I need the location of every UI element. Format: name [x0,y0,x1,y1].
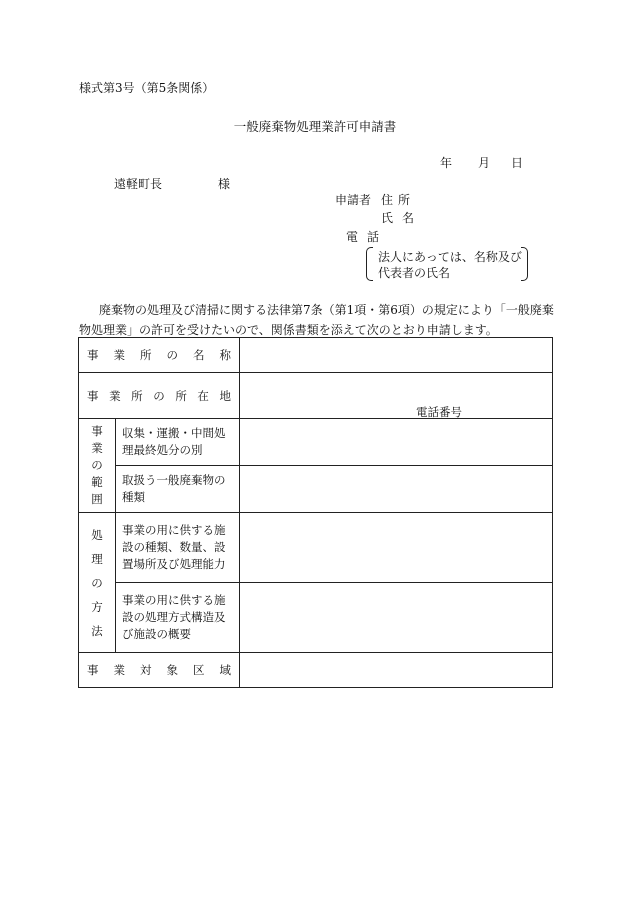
date-month-label: 月 [478,156,491,170]
table-row-method-1 [79,513,553,583]
table-row-target-area [79,653,553,688]
address-label: 住所 [381,193,416,207]
name-label: 氏名 [381,211,424,225]
target-area-field[interactable] [240,653,553,688]
method-row2-field[interactable] [240,583,553,653]
scope-label [79,419,116,513]
date-day-label: 日 [511,156,524,170]
table-row-office-location [79,373,553,419]
method-label-text: 処理の方法 [91,527,103,638]
table-row-scope-2 [79,466,553,513]
scope-row1-label: 収集・運搬・中間処理最終処分の別 [116,419,240,466]
method-label [79,513,116,653]
application-form-table [78,337,553,688]
scope-row2-label: 取扱う一般廃棄物の種類 [116,466,240,513]
method-row1-label: 事業の用に供する施設の種類、数量、設置場所及び処理能力 [116,513,240,583]
table-row-method-2 [79,583,553,653]
corporation-note [366,247,528,281]
form-number: 様式第3号（第5条関係） [79,81,215,95]
scope-row2-field[interactable] [240,466,553,513]
application-statement: 廃棄物の処理及び清掃に関する法律第7条（第1項・第6項）の規定により「一般廃棄物処理業」の許可を受けたいので、関係書類を添えて次のとおり申請します。 [79,303,554,337]
phone-label: 電話 [346,230,389,244]
table-row-office-name [79,338,553,373]
applicant-label: 申請者 [335,193,372,207]
corporation-note-line2: 代表者の氏名 [378,266,451,280]
office-name-label: 事業所の名称 [79,338,240,373]
addressee-name: 遠軽町長 [114,177,163,191]
method-row2-label: 事業の用に供する施設の処理方式構造及び施設の概要 [116,583,240,653]
scope-row1-field[interactable] [240,419,553,466]
left-bracket [366,247,373,281]
phone-number-label: 電話番号 [416,405,462,419]
office-name-field[interactable] [240,338,553,373]
addressee-honorific: 様 [218,177,231,191]
target-area-label: 事業対象区域 [79,653,240,688]
method-row1-field[interactable] [240,513,553,583]
scope-label-text: 事業の範囲 [91,424,103,506]
table-row-scope-1 [79,419,553,466]
date-year-label: 年 [440,156,453,170]
office-location-field[interactable] [240,373,553,419]
office-location-label: 事業所の所在地 [79,373,240,419]
corporation-note-line1: 法人にあっては、名称及び [378,250,522,264]
right-bracket [521,247,528,281]
document-title: 一般廃棄物処理業許可申請書 [233,119,397,134]
